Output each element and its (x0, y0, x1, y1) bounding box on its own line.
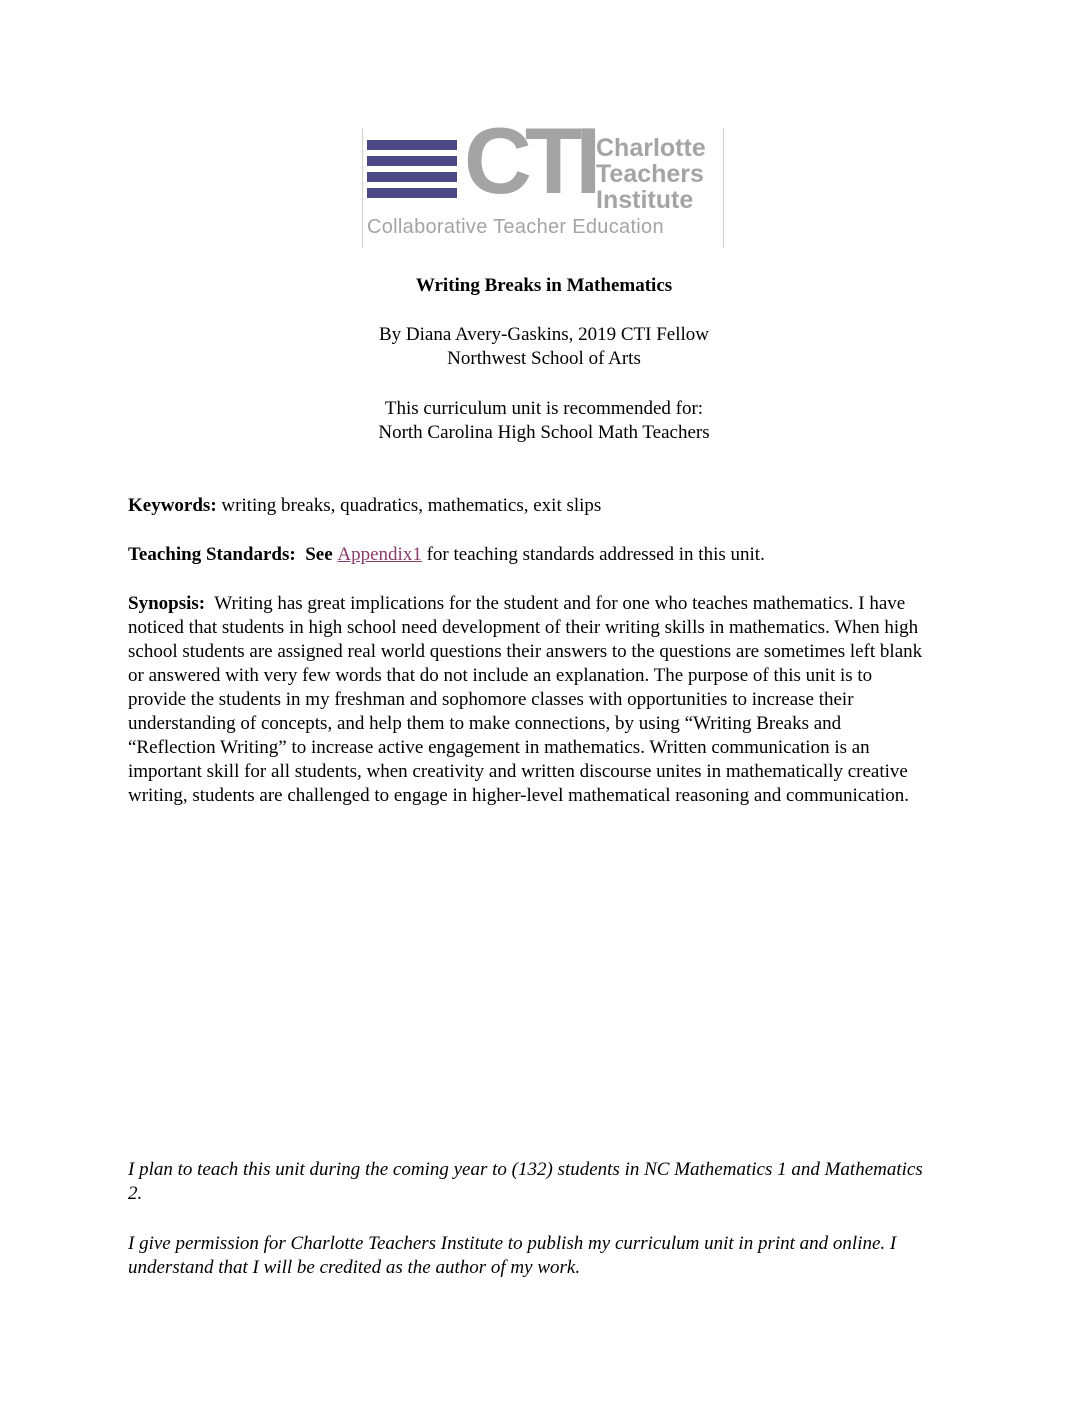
synopsis-paragraph (128, 592, 928, 808)
logo-mark: CTI (464, 108, 595, 213)
school-line: Northwest School of Arts (447, 348, 641, 369)
logo-bar-3 (367, 172, 457, 182)
logo-org-line-1: Charlotte (596, 134, 706, 162)
cti-logo (362, 108, 724, 248)
logo-bar-4 (367, 188, 457, 198)
recommended-intro: This curriculum unit is recommended for: (384, 398, 704, 419)
author-block (0, 323, 1088, 371)
logo-right-rule (723, 128, 724, 248)
keywords-text: writing breaks, quadratics, mathematics, exit slips (216, 495, 602, 516)
permission-statement: I give permission for Charlotte Teachers Institute to publish my curriculum unit in print and online. I understand that I will be credited as the author of my work. (128, 1233, 897, 1278)
teaching-standards-see: See (295, 544, 338, 565)
appendix-link[interactable]: Appendix1 (337, 544, 422, 565)
logo-left-rule (362, 128, 363, 248)
recommendation-block (0, 397, 1088, 445)
logo-org-line-2: Teachers (596, 160, 704, 188)
teaching-standards-label: Teaching Standards: (128, 544, 296, 565)
teaching-standards-text: for teaching standards addressed in this unit. (421, 544, 765, 565)
plan-statement: I plan to teach this unit during the coming year to (132) students in NC Mathematics 1 and Mathematics 2. (128, 1159, 923, 1204)
logo-org-line-3: Institute (596, 186, 694, 214)
logo-bar-1 (367, 140, 457, 150)
logo-bar-2 (367, 156, 457, 166)
logo-org-name (596, 135, 706, 213)
synopsis-label: Synopsis: (128, 593, 206, 614)
logo-tagline: Collaborative Teacher Education (367, 216, 664, 238)
audience-line: North Carolina High School Math Teachers (378, 422, 710, 443)
keywords-label: Keywords: (128, 495, 217, 516)
keywords-paragraph (128, 494, 928, 518)
document-title: Writing Breaks in Mathematics (415, 275, 673, 296)
teaching-standards-paragraph (128, 543, 928, 567)
author-line: By Diana Avery-Gaskins, 2019 CTI Fellow (379, 324, 709, 345)
synopsis-text: Writing has great implications for the student and for one who teaches mathematics. I have noticed that students in high school need development of their writing skills in mathematics. When high school students are assigned real world questions their answers to the questions are sometimes left blank or answered with very few words that do not include an explanation. The purpose of this unit is to provide the students in my freshman and sophomore classes with opportunities to increase their understanding of concepts, and help them to make connections, by using “Writing Breaks and “Reflection Writing” to increase active engagement in mathematics. Written communication is an important skill for all students, when creativity and written discourse unites in mathematically creative writing, students are challenged to engage in higher-level mathematical reasoning and communication. (128, 593, 927, 806)
